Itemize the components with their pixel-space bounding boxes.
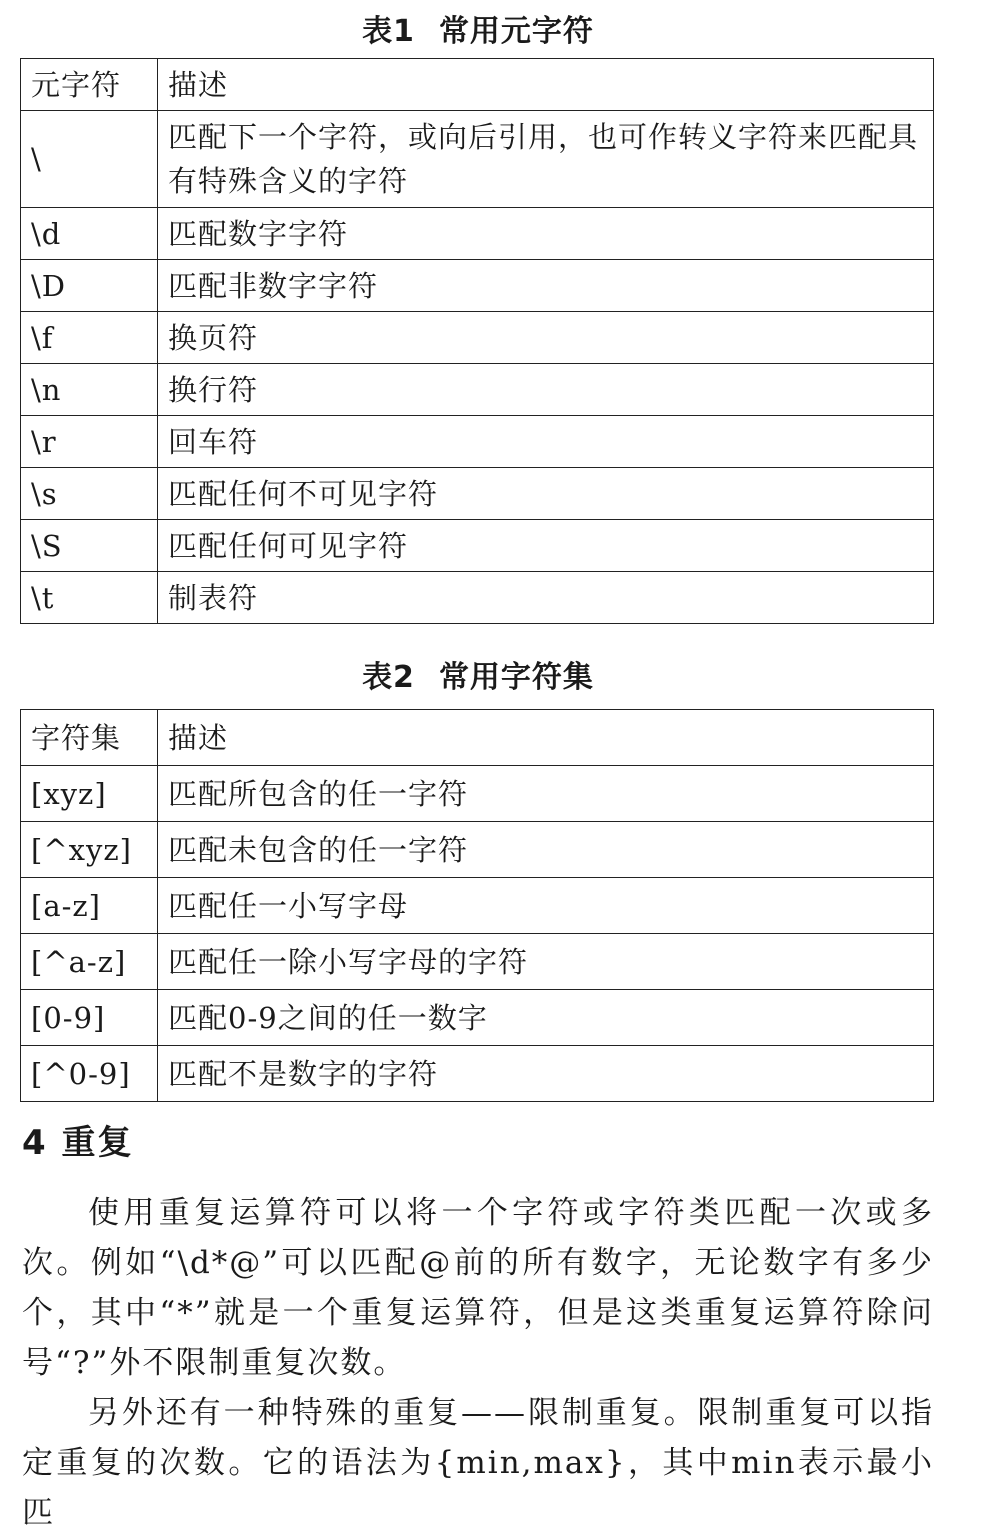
table-cell-description: 匹配下一个字符，或向后引用，也可作转义字符来匹配具有特殊含义的字符 (158, 111, 934, 208)
table-cell-charset: [xyz] (21, 766, 158, 822)
table-cell-charset: [^xyz] (21, 822, 158, 878)
table-row (21, 766, 934, 822)
table-row (21, 111, 934, 208)
table-row (21, 312, 934, 364)
table-cell-symbol: \ (21, 111, 158, 208)
table-cell-symbol: \f (21, 312, 158, 364)
table-cell-symbol: \d (21, 208, 158, 260)
table-row (21, 208, 934, 260)
table-cell-charset: [^a-z] (21, 934, 158, 990)
header-cell: 描述 (158, 59, 934, 111)
table-cell-symbol: \s (21, 468, 158, 520)
body-paragraph: 使用重复运算符可以将一个字符或字符类匹配一次或多次。例如“\d*@”可以匹配@前的所有数字，无论数字有多少个，其中“*”就是一个重复运算符，但是这类重复运算符除问号“?”外不限制重复次数。 (22, 1195, 934, 1381)
table1-caption (0, 12, 956, 52)
table-cell-symbol: \D (21, 260, 158, 312)
table-cell-charset: [^0-9] (21, 1046, 158, 1102)
table-header-row (21, 59, 934, 111)
table-row (21, 822, 934, 878)
table-row (21, 1046, 934, 1102)
table-cell-description: 匹配未包含的任一字符 (158, 822, 934, 878)
table-cell-description: 匹配0-9之间的任一数字 (158, 990, 934, 1046)
table-cell-description: 匹配不是数字的字符 (158, 1046, 934, 1102)
header-cell: 字符集 (21, 710, 158, 766)
metacharacters-table (20, 58, 934, 624)
table-cell-charset: [0-9] (21, 990, 158, 1046)
table-cell-description: 制表符 (158, 572, 934, 624)
table-row (21, 572, 934, 624)
table-cell-description: 匹配数字字符 (158, 208, 934, 260)
table-cell-description: 匹配任何可见字符 (158, 520, 934, 572)
table-cell-description: 匹配所包含的任一字符 (158, 766, 934, 822)
table-header-row (21, 710, 934, 766)
header-cell: 元字符 (21, 59, 158, 111)
table-row (21, 260, 934, 312)
table-cell-symbol: \r (21, 416, 158, 468)
table-cell-description: 匹配非数字字符 (158, 260, 934, 312)
table-cell-description: 回车符 (158, 416, 934, 468)
table1-caption-title: 常用元字符 (438, 14, 594, 49)
table-cell-symbol: \t (21, 572, 158, 624)
table2-caption-number: 表2 (362, 660, 415, 695)
table-row (21, 934, 934, 990)
table-cell-charset: [a-z] (21, 878, 158, 934)
table-cell-description: 换行符 (158, 364, 934, 416)
table-row (21, 416, 934, 468)
table-row (21, 990, 934, 1046)
table1-caption-number: 表1 (362, 14, 415, 49)
table-cell-description: 匹配任何不可见字符 (158, 468, 934, 520)
character-sets-table (20, 709, 934, 1102)
table-row (21, 878, 934, 934)
table-cell-symbol: \S (21, 520, 158, 572)
table2-caption-title: 常用字符集 (438, 660, 594, 695)
section-heading: 4 重复 (22, 1123, 134, 1163)
table-row (21, 468, 934, 520)
table-cell-description: 匹配任一小写字母 (158, 878, 934, 934)
table2-caption (0, 658, 956, 698)
table-row (21, 364, 934, 416)
table-cell-description: 匹配任一除小写字母的字符 (158, 934, 934, 990)
table-row (21, 520, 934, 572)
table-cell-description: 换页符 (158, 312, 934, 364)
body-paragraph: 另外还有一种特殊的重复——限制重复。限制重复可以指定重复的次数。它的语法为{min,max}，其中min表示最小匹 (22, 1395, 934, 1531)
header-cell: 描述 (158, 710, 934, 766)
table-cell-symbol: \n (21, 364, 158, 416)
